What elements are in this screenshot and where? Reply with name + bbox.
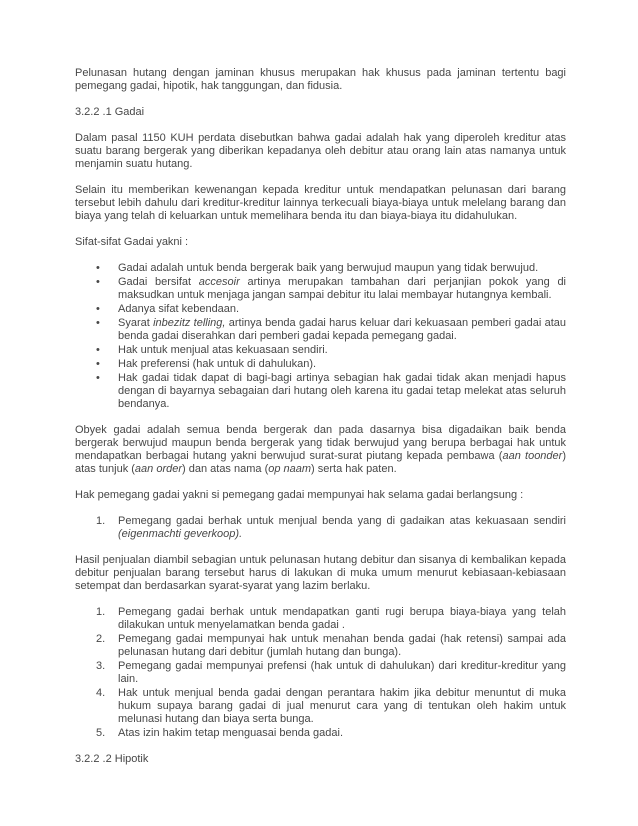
paragraph-obyek-gadai (75, 424, 566, 476)
bullet-text: artinya merupakan tambahan dari perjanjian pokok yang di maksudkan untuk menjaga jangan sampai debitur itu lalai membayar hutangnya kembali. (118, 276, 566, 301)
paragraph-text: Obyek gadai adalah semua benda bergerak dan pada dasarnya bisa digadaikan baik benda bergerak berwujud maupun benda bergerak yang tidak berwujud yang berupa berbagai hak untuk mendapatkan berbagai hutang yakni berwujud surat-surat piutang kepada pembawa ( (75, 424, 566, 462)
bullet-list-sifat-gadai (75, 262, 566, 411)
bullet-text: Hak untuk menjual atas kekuasaan sendiri. (118, 344, 328, 356)
paragraph-text-italic: op naam (268, 463, 312, 475)
bullet-text: Gadai bersifat (118, 276, 199, 288)
numbered-item (96, 660, 566, 686)
list-number: 1. (96, 606, 106, 618)
numbered-list-hak-pemegang-gadai (75, 606, 566, 740)
heading-sifat-gadai: Sifat-sifat Gadai yakni : (75, 236, 189, 248)
bullet-icon: • (96, 372, 100, 384)
numbered-item-text: Pemegang gadai berhak untuk mendapatkan ganti rugi berupa biaya-biaya yang telah dilakukan untuk menyelamatkan benda gadai . (118, 606, 566, 631)
numbered-item-text: Pemegang gadai mempunyai prefensi (hak untuk di dahulukan) dari kreditur-kreditur yang lain. (118, 660, 566, 685)
numbered-item (96, 727, 566, 740)
bullet-item (96, 344, 566, 357)
paragraph-pasal-1150: Dalam pasal 1150 KUH perdata disebutkan bahwa gadai adalah hak yang diperoleh kreditur atas suatu barang bergerak yang diberikan kepadanya oleh debitur atau orang lain atas namanya untuk menjamin suatu hutang. (75, 132, 566, 170)
bullet-icon: • (96, 358, 100, 370)
bullet-item (96, 317, 566, 343)
heading-gadai: 3.2.2 .1 Gadai (75, 106, 145, 118)
paragraph-selain-itu: Selain itu memberikan kewenangan kepada kreditur untuk mendapatkan pelunasan dari barang tersebut lebih dahulu dari kreditur-kreditur lainnya terkecuali biaya-biaya untuk melelang barang dan biaya yang telah di keluarkan untuk memelihara benda itu dan biaya-biaya itu didahulukan. (75, 184, 566, 222)
numbered-item-text: Atas izin hakim tetap menguasai benda gadai. (118, 727, 344, 739)
bullet-item (96, 276, 566, 302)
paragraph-text-italic: aan order (134, 463, 183, 475)
bullet-text: Hak gadai tidak dapat di bagi-bagi artinya sebagian hak gadai tidak akan menjadi hapus dengan di bayarnya sebagaian dari hutang oleh karena itu gadai tetap melekat atas seluruh bendanya. (118, 372, 566, 410)
paragraph-text: ) atas tunjuk ( (75, 450, 566, 475)
numbered-item (96, 606, 566, 632)
list-number: 4. (96, 687, 106, 699)
bullet-text: Adanya sifat kebendaan. (118, 303, 240, 315)
bullet-text: artinya benda gadai harus keluar dari kekuasaan pemberi gadai atau benda gadai diserahkan dari pemberi gadai kepada pemegang gadai. (118, 317, 566, 342)
bullet-icon: • (96, 317, 100, 329)
bullet-icon: • (96, 344, 100, 356)
numbered-item-text-italic: (eigenmachti geverkoop). (118, 528, 243, 540)
numbered-list-hak-menjual (75, 515, 566, 541)
list-number: 5. (96, 727, 106, 739)
numbered-item-text: Pemegang gadai mempunyai hak untuk menahan benda gadai (hak retensi) sampai ada pelunasan hutang dari debitur (jumlah hutang dan bunga). (118, 633, 566, 658)
bullet-text-italic: accesoir (198, 276, 240, 288)
paragraph-hasil-penjualan: Hasil penjualan diambil sebagian untuk pelunasan hutang debitur dan sisanya di kembalikan kepada debitur penjualan barang tersebut harus di lakukan di muka umum menurut kebiasaan-kebiasaan setempat dan berdasarkan syarat-syarat yang lazim berlaku. (75, 554, 566, 592)
paragraph-intro: Pelunasan hutang dengan jaminan khusus merupakan hak khusus pada jaminan tertentu bagi pemegang gadai, hipotik, hak tanggungan, dan fidusia. (75, 67, 566, 92)
bullet-icon: • (96, 262, 100, 274)
paragraph-text-italic: aan toonder (502, 450, 563, 462)
list-number: 2. (96, 633, 106, 645)
numbered-item-text: Pemegang gadai berhak untuk menjual benda yang di gadaikan atas kekuasaan sendiri (118, 515, 566, 527)
bullet-item (96, 372, 566, 411)
numbered-item (96, 687, 566, 726)
heading-hipotik: 3.2.2 .2 Hipotik (75, 753, 149, 765)
bullet-item (96, 358, 566, 371)
paragraph-text: ) serta hak paten. (311, 463, 397, 475)
list-number: 3. (96, 660, 106, 672)
numbered-item-text: Hak untuk menjual benda gadai dengan perantara hakim jika debitur menuntut di muka hukum supaya barang gadai di jual menurut cara yang di tentukan oleh hakim untuk melunasi hutang dan biaya serta bunga. (118, 687, 566, 725)
paragraph-text: ) dan atas nama ( (182, 463, 269, 475)
bullet-text-italic: inbezitz telling, (153, 317, 226, 329)
numbered-item (96, 633, 566, 659)
bullet-icon: • (96, 303, 100, 315)
bullet-text: Hak preferensi (hak untuk di dahulukan). (118, 358, 317, 370)
bullet-item (96, 303, 566, 316)
bullet-item (96, 262, 566, 275)
bullet-text: Syarat (118, 317, 154, 329)
paragraph-hak-pemegang: Hak pemegang gadai yakni si pemegang gadai mempunyai hak selama gadai berlangsung : (75, 489, 524, 501)
numbered-item (96, 515, 566, 541)
bullet-icon: • (96, 276, 100, 288)
list-number: 1. (96, 515, 106, 527)
bullet-text: Gadai adalah untuk benda bergerak baik yang berwujud maupun yang tidak berwujud. (118, 262, 539, 274)
